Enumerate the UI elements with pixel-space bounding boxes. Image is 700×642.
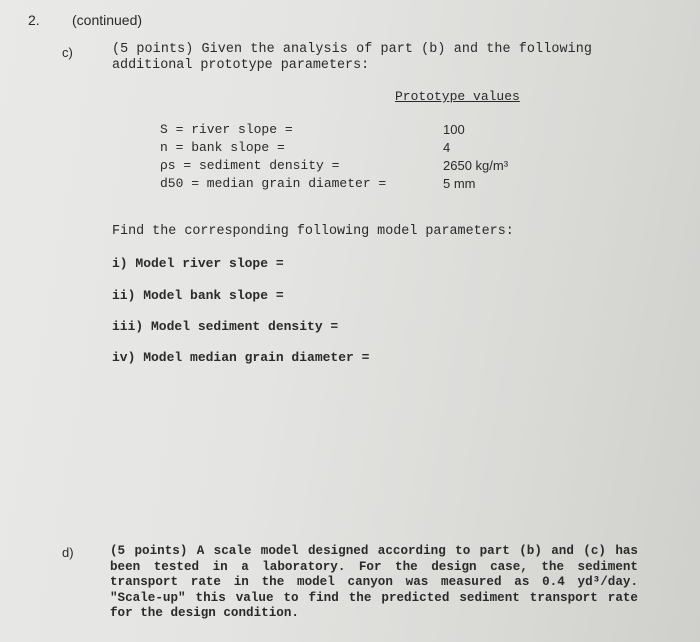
question-bank-slope: ii) Model bank slope = <box>112 288 284 303</box>
question-sediment-density: iii) Model sediment density = <box>112 319 339 334</box>
param-row-grain-diameter: d50 = median grain diameter = <box>160 176 387 191</box>
prototype-values-header: Prototype values <box>395 89 520 104</box>
part-d-text: (5 points) A scale model designed according to part (b) and (c) has been tested in a laboratory. For the design case, the sediment transport rate in the model canyon was measured as 0.4 yd³/day. "Scale-up" this value to find the predicted sediment transport rate for the design condition. <box>110 544 638 621</box>
part-c-intro-line1: (5 points) Given the analysis of part (b) and the following <box>112 42 593 57</box>
part-d-label: d) <box>62 545 74 560</box>
param-value-sediment-density: 2650 kg/m³ <box>443 158 509 173</box>
param-value-river-slope: 100 <box>443 122 465 137</box>
param-value-bank-slope: 4 <box>443 140 451 155</box>
param-value-grain-diameter: 5 mm <box>443 176 476 191</box>
problem-number: 2. <box>28 12 40 28</box>
param-row-sediment-density: ρs = sediment density = <box>160 158 340 173</box>
param-row-bank-slope: n = bank slope = <box>160 140 285 155</box>
param-row-river-slope: S = river slope = <box>160 122 293 137</box>
part-c-label: c) <box>62 45 73 60</box>
question-grain-diameter: iv) Model median grain diameter = <box>112 350 370 365</box>
question-river-slope: i) Model river slope = <box>112 256 284 271</box>
find-statement: Find the corresponding following model parameters: <box>112 224 514 239</box>
part-c-intro-line2: additional prototype parameters: <box>112 58 370 73</box>
continued-label: (continued) <box>72 12 143 28</box>
